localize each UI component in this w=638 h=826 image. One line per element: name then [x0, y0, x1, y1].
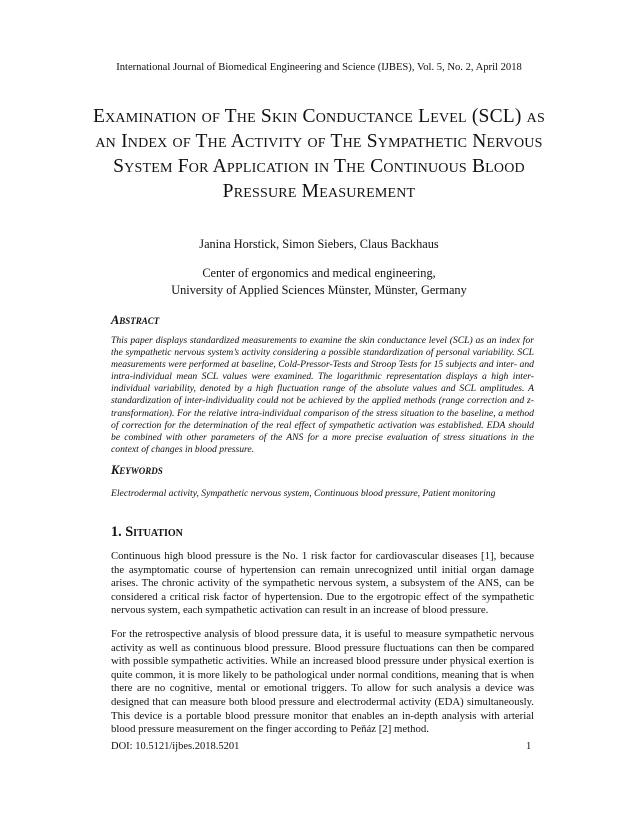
abstract-text: This paper displays standardized measurements to examine the skin conductance level (SCL) as an index for the sympathetic nervous system’s activity considering a possible standardization of personal variability. SCL measurements were performed at baseline, Cold-Pressor-Tests and Stroop Tests for 15 subjects and inter- and intra-individual mean SCL values were examined. The logarithmic representation displays a high inter-individual variability, denoted by a high fluctuation range of the absolute values and SCL amplitudes. A standardization of inter-individuality could not be achieved by the applied methods (range correction and z-transformation). For the relative intra-individual comparison of the stress situation to the baseline, a method of correction for the determination of the real effect of sympathetic activation was established. EDA should be combined with other parameters of the ANS for a more precise evaluation of stress situations in the context of changes in blood pressure.: [111, 335, 534, 455]
abstract-heading: Abstract: [111, 313, 160, 327]
author-list: Janina Horstick, Simon Siebers, Claus Backhaus: [199, 237, 439, 251]
section-heading-situation: 1. Situation: [111, 524, 183, 540]
keywords-text: Electrodermal activity, Sympathetic nervous system, Continuous blood pressure, Patient monitoring: [111, 488, 496, 499]
journal-header: International Journal of Biomedical Engineering and Science (IJBES), Vol. 5, No. 2, April 2018: [116, 62, 522, 73]
page-number: 1: [526, 741, 532, 752]
body-paragraph-1: Continuous high blood pressure is the No. 1 risk factor for cardiovascular diseases [1], because the asymptomatic course of hypertension can remain unrecognized until initial organ damage arises. The chronic activity of the sympathetic nervous system, a subsystem of the ANS, can be considered a critical risk factor of hypertension. Due to the ergotropic effect of the sympathetic nervous system, each sympathetic activation can result in an increase of blood pressure.: [111, 550, 534, 617]
body-paragraph-2: For the retrospective analysis of blood pressure data, it is useful to measure sympathetic nervous activity as well as continuous blood pressure. Blood pressure fluctuations can then be compared with possible sympathetic activities. While an increased blood pressure under physical exertion is quite common, it is more likely to be pathological under normal conditions, meaning that is when there are no cognitive, mental or emotional triggers. To allow for such analysis a device was designed that can measure both blood pressure and electrodermal activity (EDA) simultaneously. This device is a portable blood pressure monitor that enables an in-depth analysis with arterial blood pressure measurement on the finger according to Peňáz [2] method.: [111, 628, 534, 736]
paper-title: Examination of The Skin Conductance Level (SCL) as an Index of The Activity of The Sympathetic Nervous System For Application in The Continuous Blood Pressure Measurement: [93, 106, 545, 202]
affiliation-line-2: University of Applied Sciences Münster, Münster, Germany: [171, 282, 467, 297]
keywords-heading: Keywords: [111, 463, 163, 477]
affiliation-line-1: Center of ergonomics and medical engineering,: [202, 266, 436, 280]
affiliation: [0, 265, 638, 298]
doi-footer: DOI: 10.5121/ijbes.2018.5201: [111, 741, 240, 752]
